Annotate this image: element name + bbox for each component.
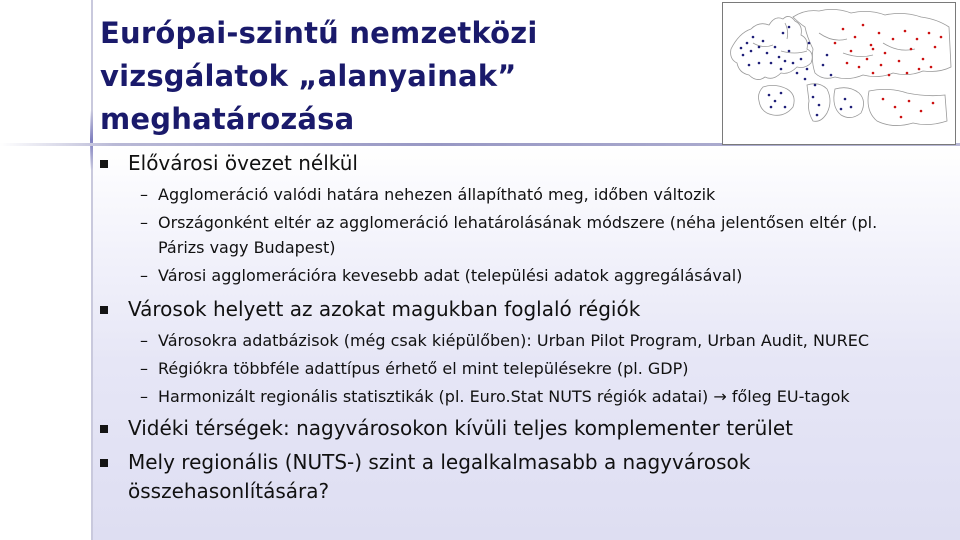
dash-bullet: – [140,213,148,232]
sub-bullet-text: Régiókra többféle adattípus érhető el mint településekre (pl. GDP) [158,359,689,378]
bullet-text: Elővárosi övezet nélkül [128,151,358,175]
title-line-1: Európai-szintű nemzetközi [100,16,538,50]
sub-bullet-text: Városokra adatbázisok (még csak kiépülőben): Urban Pilot Program, Urban Audit, NUREC [158,331,870,350]
sub-bullet-text: Párizs vagy Budapest) [158,238,336,257]
europe-map-image [722,2,956,145]
square-bullet-icon [100,306,108,314]
europe-map-icon [723,3,955,144]
bullet-text: Városok helyett az azokat magukban foglaló régiók [128,297,641,321]
title-line-2: vizsgálatok „alanyainak” [100,59,517,93]
square-bullet-icon [100,459,108,467]
slide-title [100,12,710,141]
dash-bullet: – [140,185,148,204]
bullet-text: Mely regionális (NUTS-) szint a legalkalmasabb a nagyvárosok [128,450,751,474]
bullet-text: összehasonlítására? [128,479,330,503]
dash-bullet: – [140,331,148,350]
dash-bullet: – [140,359,148,378]
bullet-text: Vidéki térségek: nagyvárosokon kívüli teljes komplementer terület [128,416,793,440]
title-line-3: meghatározása [100,102,355,136]
sub-bullet-text: Városi agglomerációra kevesebb adat (települési adatok aggregálásával) [158,266,743,285]
square-bullet-icon [100,425,108,433]
sub-bullet-text: Országonként eltér az agglomeráció lehatárolásának módszere (néha jelentősen eltér (pl. [158,213,878,232]
square-bullet-icon [100,160,108,168]
divider-accent [90,110,93,170]
dash-bullet: – [140,387,148,406]
sub-bullet-text: Agglomeráció valódi határa nehezen állapítható meg, időben változik [158,185,716,204]
dash-bullet: – [140,266,148,285]
sub-bullet-text: Harmonizált regionális statisztikák (pl. Euro.Stat NUTS régiók adatai) → főleg EU-tagok [158,387,850,406]
vertical-divider [91,0,93,540]
